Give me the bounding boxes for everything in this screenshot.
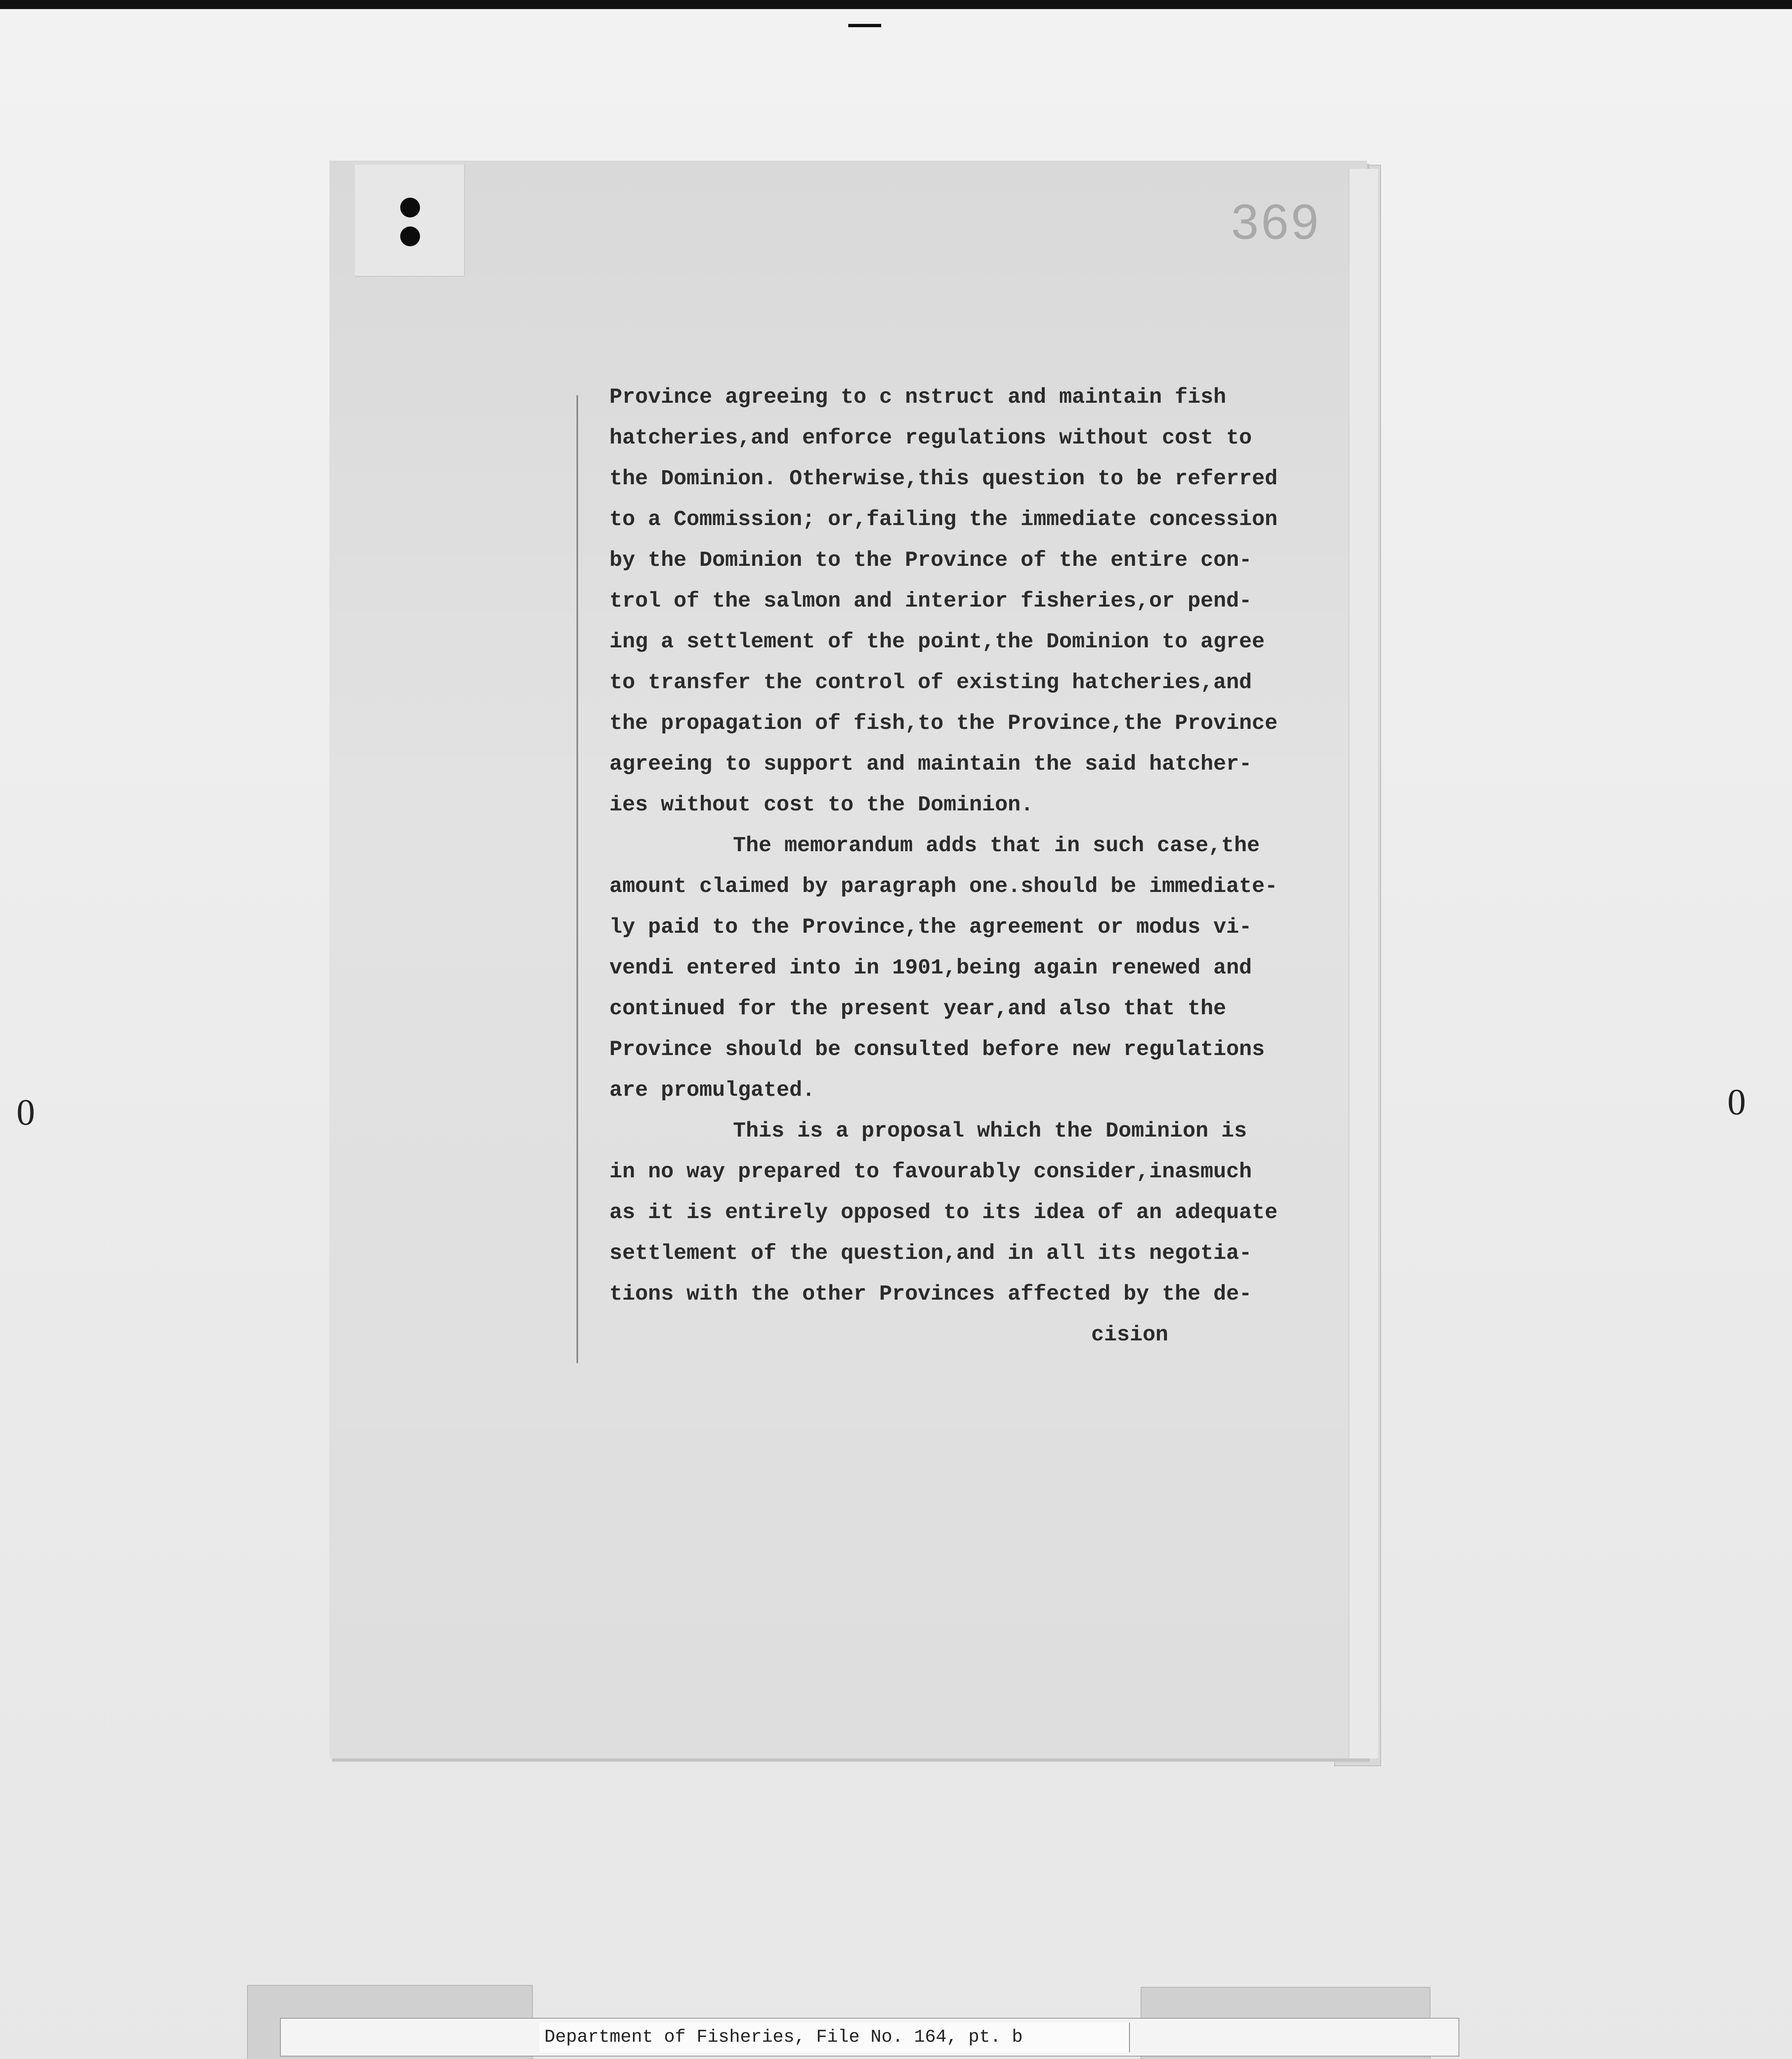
punch-hole-area bbox=[355, 165, 465, 277]
text-line: amount claimed by paragraph one.should be immediate- bbox=[609, 874, 1278, 899]
text-line: ly paid to the Province,the agreement or modus vi- bbox=[609, 915, 1252, 939]
text-line: hatcheries,and enforce regulations without cost to bbox=[609, 426, 1252, 450]
punch-hole bbox=[400, 198, 420, 217]
text-line: to transfer the control of existing hatcheries,and bbox=[609, 670, 1252, 695]
text-line: the Dominion. Otherwise,this question to be referred bbox=[609, 467, 1278, 491]
frame-top-mark bbox=[848, 24, 881, 27]
text-line: continued for the present year,and also that the bbox=[609, 997, 1226, 1021]
text-line: the propagation of fish,to the Province,the Province bbox=[609, 711, 1278, 735]
text-line: to a Commission; or,failing the immediate concession bbox=[609, 507, 1278, 532]
text-line: are promulgated. bbox=[609, 1078, 815, 1102]
text-line: settlement of the question,and in all its negotia- bbox=[609, 1241, 1252, 1265]
text-line: agreeing to support and maintain the said hatcher- bbox=[609, 752, 1252, 776]
text-line: tions with the other Provinces affected by the de- bbox=[609, 1282, 1252, 1306]
page-edge bbox=[1349, 169, 1378, 1758]
text-line: Province agreeing to c nstruct and maintain fish bbox=[609, 385, 1226, 409]
punch-hole bbox=[400, 226, 420, 246]
text-line: ing a settlement of the point,the Dominion to agree bbox=[609, 630, 1265, 654]
text-line: as it is entirely opposed to its idea of an adequate bbox=[609, 1200, 1278, 1225]
file-reference: Department of Fisheries, File No. 164, pt. b bbox=[539, 2023, 1130, 2052]
text-line: by the Dominion to the Province of the entire con- bbox=[609, 548, 1252, 572]
right-frame-mark: 0 bbox=[1727, 1082, 1746, 1123]
margin-rule bbox=[576, 395, 578, 1363]
text-line: This is a proposal which the Dominion is bbox=[733, 1119, 1247, 1143]
text-line: ies without cost to the Dominion. bbox=[609, 793, 1034, 817]
text-line: cision bbox=[1091, 1323, 1169, 1347]
left-frame-mark: 0 bbox=[16, 1092, 35, 1133]
folio-number: 369 bbox=[1231, 194, 1321, 250]
document-body bbox=[609, 377, 1289, 1355]
frame-top-border bbox=[0, 0, 1792, 9]
text-line: The memorandum adds that in such case,the bbox=[733, 833, 1260, 858]
text-line: Province should be consulted before new regulations bbox=[609, 1037, 1265, 1062]
text-line: trol of the salmon and interior fisheries,or pend- bbox=[609, 589, 1252, 613]
text-line: in no way prepared to favourably consider,inasmuch bbox=[609, 1160, 1252, 1184]
text-line: vendi entered into in 1901,being again renewed and bbox=[609, 956, 1252, 980]
